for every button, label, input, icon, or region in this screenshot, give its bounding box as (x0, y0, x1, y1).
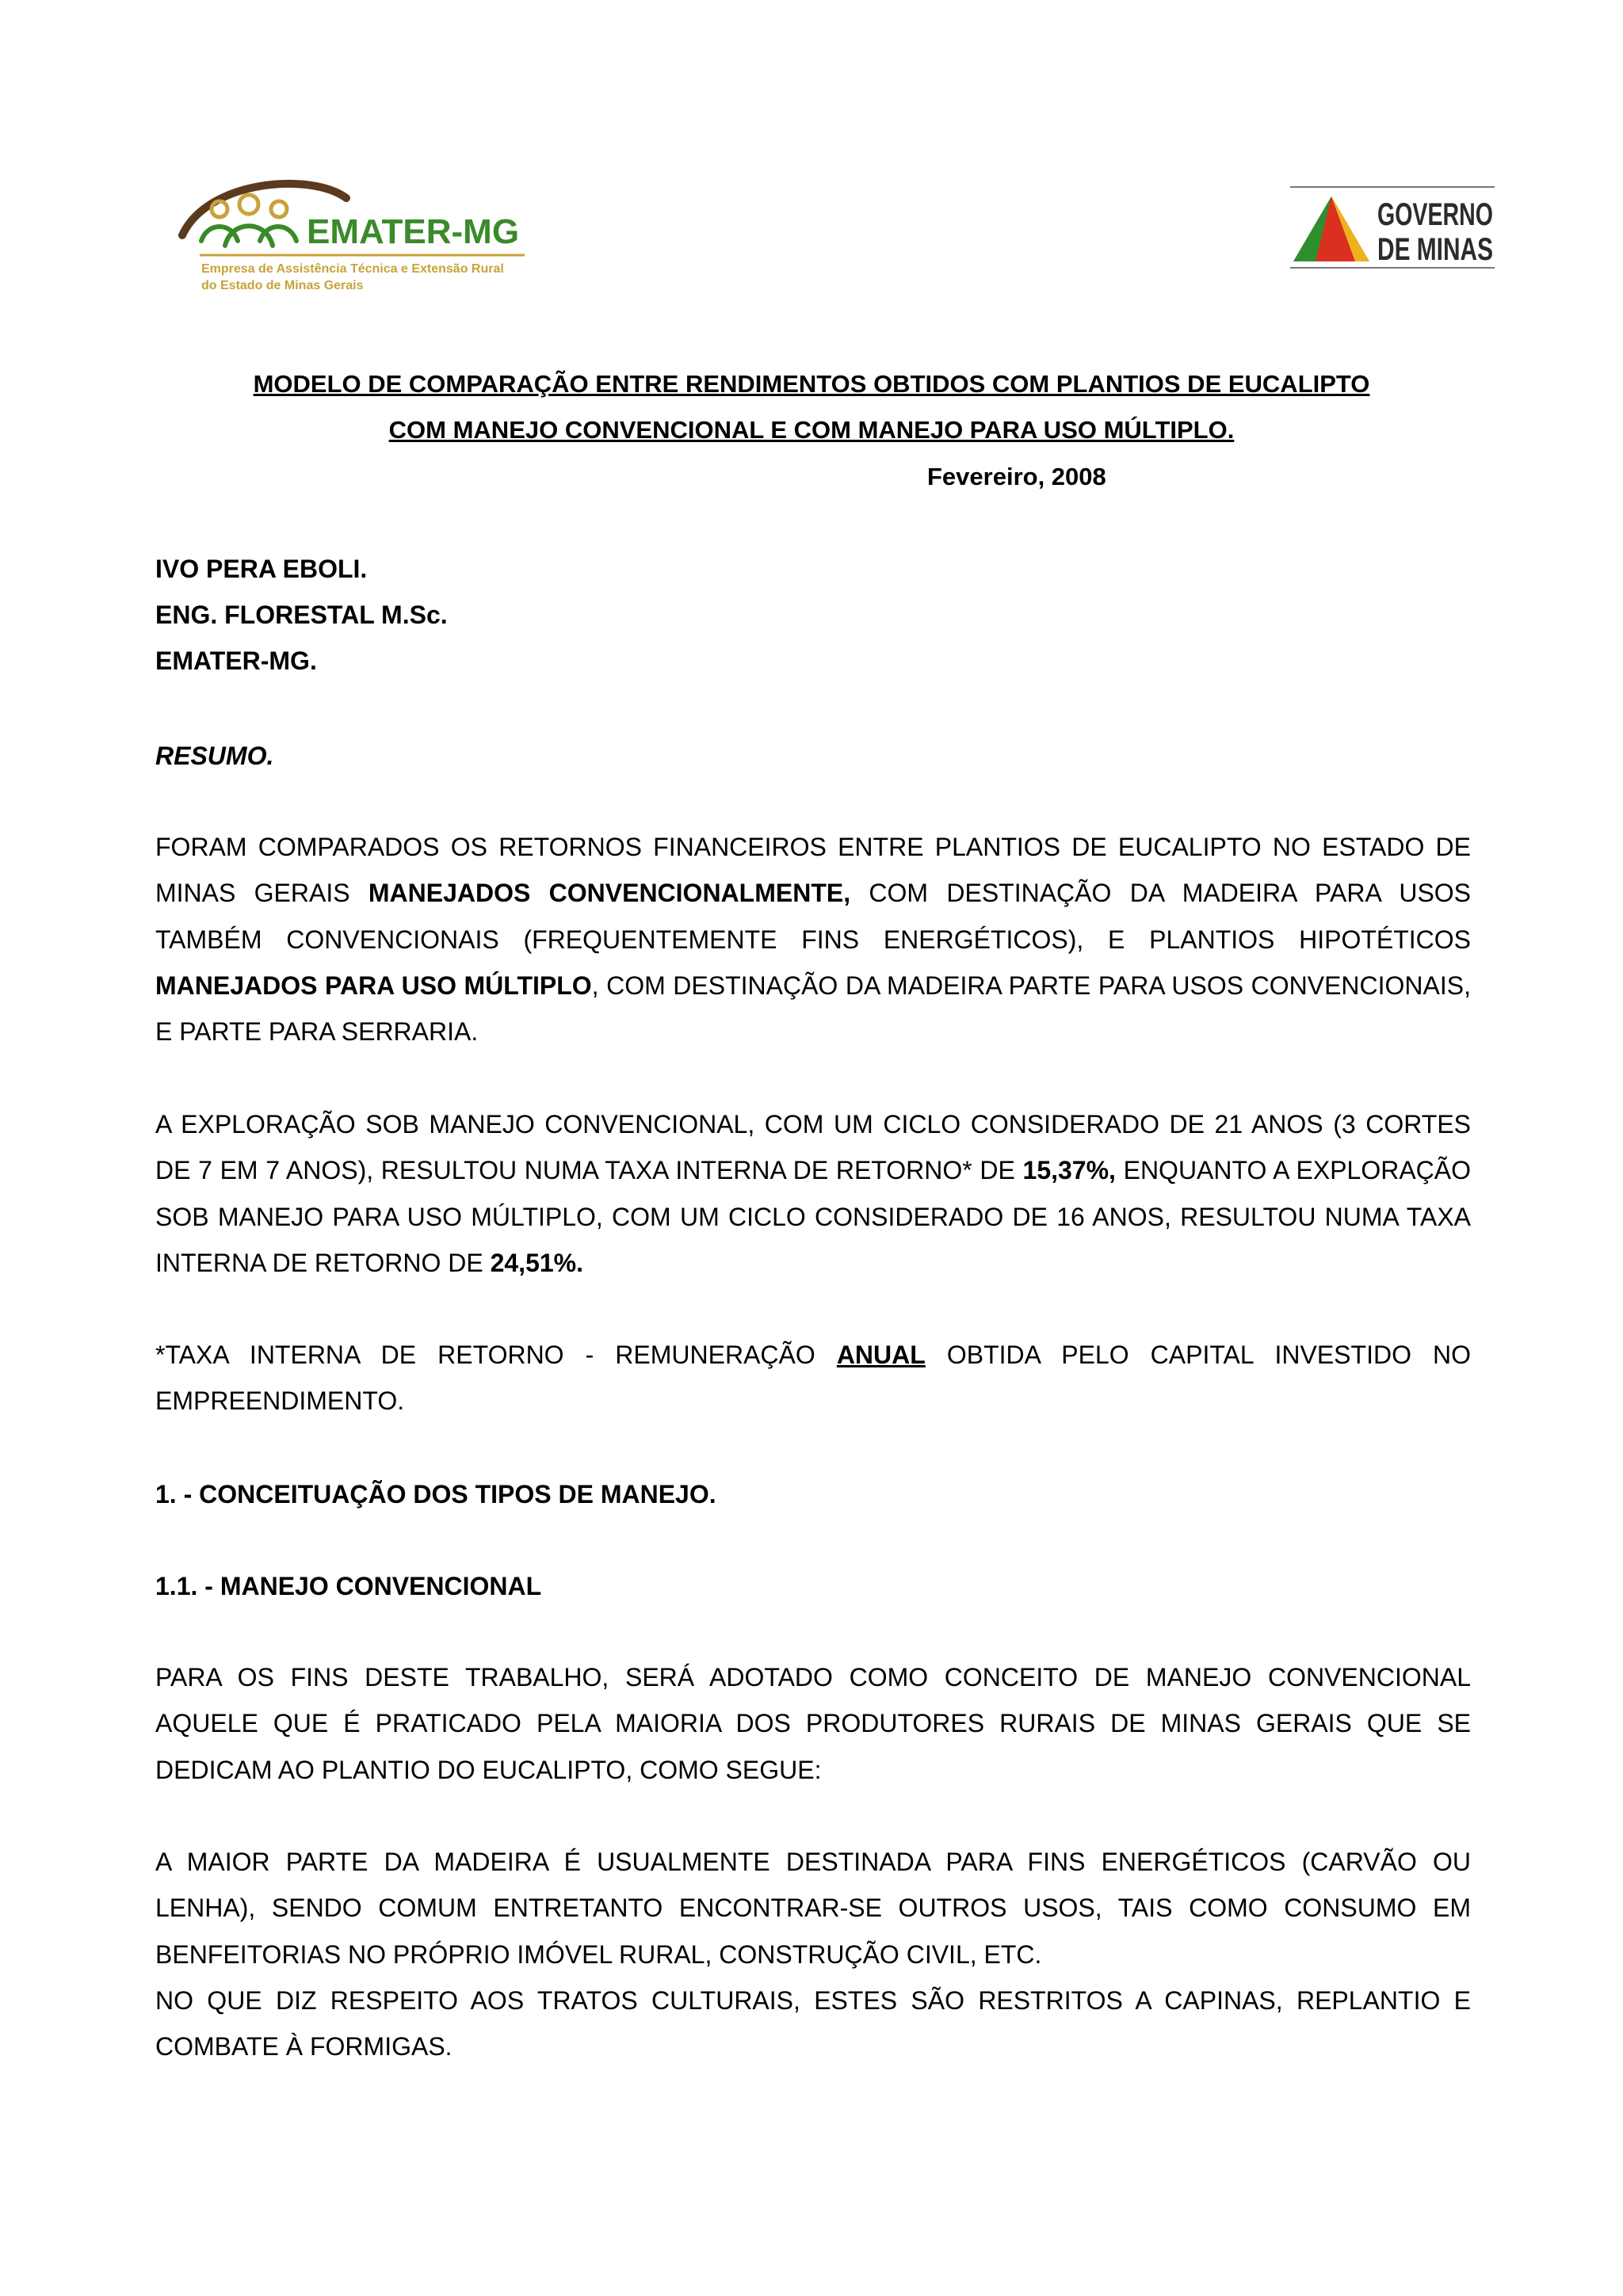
section-1-1-paragraph-3: NO QUE DIZ RESPEITO AOS TRATOS CULTURAIS, ESTES SÃO RESTRITOS A CAPINAS, REPLANTIO E COMBATE À FORMIGAS. (155, 1986, 1471, 2061)
resumo-p1-bold-1: MANEJADOS CONVENCIONALMENTE, (368, 879, 851, 908)
document-title-line2: COM MANEJO CONVENCIONAL E COM MANEJO PARA USO MÚLTIPLO. (388, 416, 1235, 444)
author-title: ENG. FLORESTAL M.Sc. (155, 601, 448, 629)
resumo-p1-bold-2: MANEJADOS PARA USO MÚLTIPLO (155, 971, 592, 1000)
emater-logo-name: EMATER-MG (307, 212, 520, 251)
emater-logo-subtitle-1: Empresa de Assistência Técnica e Extensão Rural (201, 262, 504, 276)
author-name: IVO PERA EBOLI. (155, 555, 368, 583)
section-1-1-paragraph-1: PARA OS FINS DESTE TRABALHO, SERÁ ADOTADO COMO CONCEITO DE MANEJO CONVENCIONAL AQUELE QUE É PRATICADO PELA MAIORIA DOS PRODUTORES RURAIS DE MINAS GERAIS QUE SE DEDICAM AO PLANTIO DO EUCALIPTO, COMO SEGUE: (155, 1663, 1471, 1784)
emater-mg-logo (176, 176, 533, 303)
section-1-1-heading: 1.1. - MANEJO CONVENCIONAL (155, 1572, 542, 1600)
section-1-1-paragraph-2: A MAIOR PARTE DA MADEIRA É USUALMENTE DESTINADA PARA FINS ENERGÉTICOS (CARVÃO OU LENHA), SENDO COMUM ENTRETANTO ENCONTRAR-SE OUTROS USOS, TAIS COMO CONSUMO EM BENFEITORIAS NO PRÓPRIO IMÓVEL RURAL, CONSTRUÇÃO CIVIL, ETC. (155, 1848, 1471, 1969)
document-date: Fevereiro, 2008 (927, 463, 1106, 490)
resumo-p3-text-c: OBTIDA PELO CAPITAL INVESTIDO NO EMPREENDIMENTO. (155, 1341, 1472, 1416)
governo-de-minas-logo (1284, 184, 1498, 271)
resumo-paragraph-3 (155, 1332, 1471, 1425)
resumo-p2-text-a: A EXPLORAÇÃO SOB MANEJO CONVENCIONAL, COM UM CICLO CONSIDERADO DE 21 ANOS (3 CORTES DE 7 EM 7 ANOS), RESULTOU NUMA TAXA INTERNA DE RETORNO* DE (155, 1110, 1471, 1185)
resumo-p2-bold-2: 24,51%. (490, 1248, 583, 1277)
resumo-p2-text-c: ENQUANTO A EXPLORAÇÃO SOB MANEJO PARA USO MÚLTIPLO, COM UM CICLO CONSIDERADO DE 16 ANOS, RESULTOU NUMA TAXA INTERNA DE RETORNO DE (155, 1156, 1472, 1277)
document-title-line1: MODELO DE COMPARAÇÃO ENTRE RENDIMENTOS OBTIDOS COM PLANTIOS DE EUCALIPTO (253, 370, 1370, 398)
resumo-paragraph-2 (155, 1101, 1471, 1286)
section-1-heading: 1. - CONCEITUAÇÃO DOS TIPOS DE MANEJO. (155, 1480, 716, 1508)
resumo-heading: RESUMO. (155, 742, 274, 770)
emater-logo-subtitle-2: do Estado de Minas Gerais (201, 279, 364, 292)
resumo-paragraph-1 (155, 824, 1471, 1055)
resumo-p3-underline: ANUAL (836, 1341, 926, 1369)
gov-logo-line1: GOVERNO (1377, 197, 1493, 232)
resumo-p1-text-c: COM DESTINAÇÃO DA MADEIRA PARA USOS TAMBÉM CONVENCIONAIS (FREQUENTEMENTE FINS ENERGÉTICOS), E PLANTIOS HIPOTÉTICOS (155, 879, 1472, 954)
resumo-p1-text-a: FORAM COMPARADOS OS RETORNOS FINANCEIROS ENTRE PLANTIOS DE EUCALIPTO NO ESTADO DE MINAS GERAIS (155, 833, 1471, 908)
author-org: EMATER-MG. (155, 646, 317, 675)
resumo-p3-text-a: *TAXA INTERNA DE RETORNO - REMUNERAÇÃO (155, 1341, 837, 1369)
resumo-p1-text-d: , COM DESTINAÇÃO DA MADEIRA PARTE PARA USOS CONVENCIONAIS, E PARTE PARA SERRARIA. (155, 971, 1472, 1047)
gov-logo-line2: DE MINAS (1377, 232, 1493, 267)
resumo-p2-bold-1: 15,37%, (1022, 1156, 1116, 1185)
